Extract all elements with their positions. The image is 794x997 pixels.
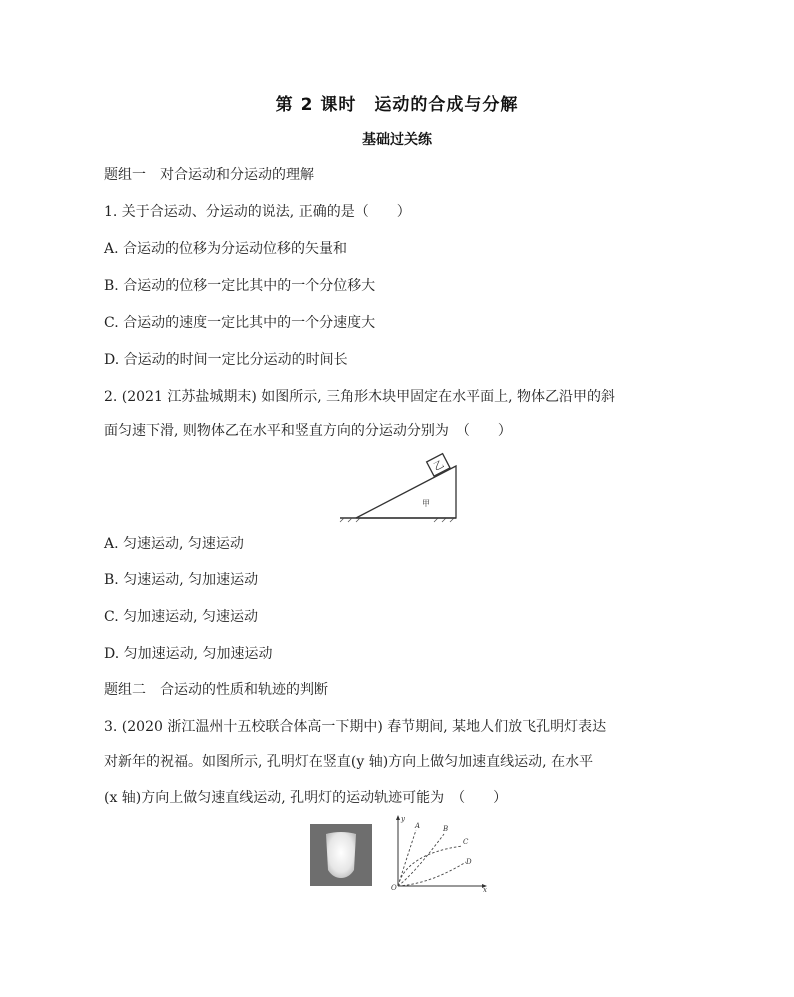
q2-stem-line1: 2. (2021 江苏盐城期末) 如图所示, 三角形木块甲固定在水平面上, 物体乙沿甲的斜 xyxy=(104,389,616,405)
q3-stem-line1: 3. (2020 浙江温州十五校联合体高一下期中) 春节期间, 某地人们放飞孔明灯表达 xyxy=(104,719,607,735)
q2-stem-line2: 面匀速下滑, 则物体乙在水平和竖直方向的分运动分别为 （ ） xyxy=(104,423,512,439)
group1-heading: 题组一 对合运动和分运动的理解 xyxy=(104,167,314,183)
q2-option-c: C. 匀加速运动, 匀速运动 xyxy=(104,609,259,625)
q1-option-d: D. 合运动的时间一定比分运动的时间长 xyxy=(104,352,348,368)
curve-a-label: A xyxy=(415,822,421,830)
q2-option-d: D. 匀加速运动, 匀加速运动 xyxy=(104,646,273,662)
y-axis-arrow-icon xyxy=(396,815,400,820)
page-title: 第 2 课时 运动的合成与分解 xyxy=(275,95,519,115)
q1-stem: 1. 关于合运动、分运动的说法, 正确的是（ ） xyxy=(104,204,411,220)
curve-b-label: B xyxy=(443,825,449,833)
q1-option-c: C. 合运动的速度一定比其中的一个分速度大 xyxy=(104,315,376,331)
curve-d-label: D xyxy=(466,858,472,866)
x-axis-label: x xyxy=(483,886,487,892)
trajectory-graph xyxy=(390,814,492,892)
curve-d xyxy=(398,862,466,886)
origin-label: O xyxy=(391,884,397,892)
q2-option-a: A. 匀速运动, 匀速运动 xyxy=(104,536,244,552)
q1-option-a: A. 合运动的位移为分运动位移的矢量和 xyxy=(104,241,348,257)
block-label: 乙 xyxy=(432,459,446,474)
wedge-label: 甲 xyxy=(422,499,430,508)
lantern-icon xyxy=(326,832,356,878)
section-subtitle: 基础过关练 xyxy=(362,132,432,148)
q3-stem-line2: 对新年的祝福。如图所示, 孔明灯在竖直(y 轴)方向上做匀加速直线运动, 在水平 xyxy=(104,754,594,770)
block-yi xyxy=(427,454,450,477)
curve-b xyxy=(398,834,444,886)
y-axis-label: y xyxy=(401,815,405,823)
curve-c-label: C xyxy=(463,838,469,846)
wedge-jia xyxy=(356,466,456,518)
q2-option-b: B. 匀速运动, 匀加速运动 xyxy=(104,572,259,588)
lantern-photo xyxy=(310,824,372,886)
group2-heading: 题组二 合运动的性质和轨迹的判断 xyxy=(104,682,328,698)
q3-stem-line3: (x 轴)方向上做匀速直线运动, 孔明灯的运动轨迹可能为 （ ） xyxy=(104,790,508,806)
curve-a xyxy=(398,830,416,886)
q1-option-b: B. 合运动的位移一定比其中的一个分位移大 xyxy=(104,278,376,294)
incline-figure xyxy=(338,448,462,524)
